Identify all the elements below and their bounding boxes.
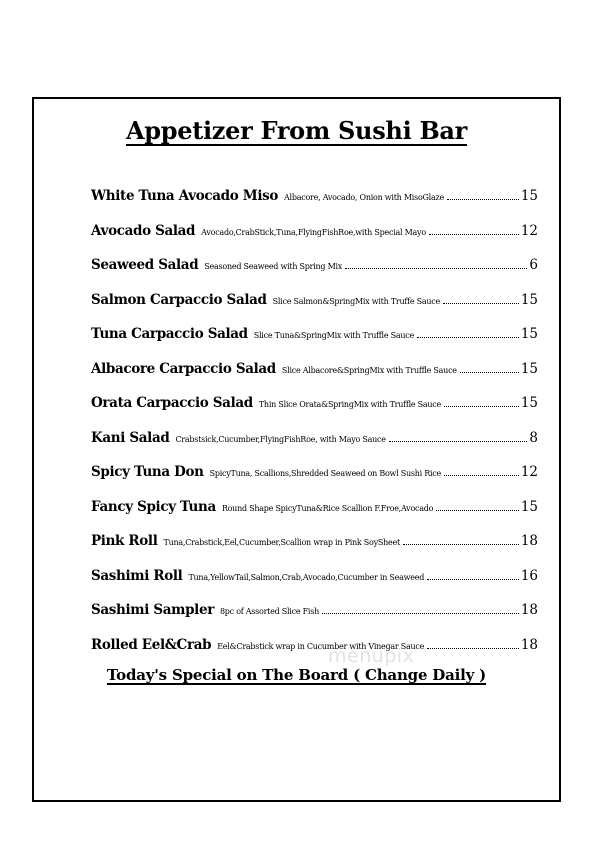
item-description: Seasoned Seaweed with Spring Mix <box>204 262 343 271</box>
menu-item <box>91 499 538 534</box>
item-description: Eel&Crabstick wrap in Cucumber with Vinegar Sauce <box>217 641 425 651</box>
item-name: Kani Salad <box>91 429 170 446</box>
menu-title <box>34 116 559 145</box>
item-description: Avocado,CrabStick,Tuna,FlyingFishRoe,with Special Mayo <box>201 227 426 237</box>
menu-frame <box>32 97 561 802</box>
menu-items-list <box>91 188 538 671</box>
menu-item <box>91 292 538 327</box>
dot-leader <box>436 509 519 511</box>
menu-item <box>91 361 538 396</box>
daily-special-note <box>34 666 559 684</box>
menu-item <box>91 568 538 603</box>
dot-leader <box>389 440 528 442</box>
item-description: Tuna,Crabstick,Eel,Cucumber,Scallion wrap in Pink SoySheet <box>163 538 400 547</box>
dot-leader <box>345 267 527 269</box>
dot-leader <box>447 198 519 200</box>
item-price: 12 <box>520 464 538 480</box>
item-name: Rolled Eel&Crab <box>91 636 212 653</box>
item-description: Crabstsick,Cucumber,FlyingFishRoe, with Mayo Sauce <box>175 434 386 444</box>
item-description: Thin Slice Orata&SpringMix with Truffle Sauce <box>258 400 442 409</box>
item-price: 15 <box>520 498 538 515</box>
item-name: Avocado Salad <box>91 222 196 239</box>
menu-item <box>91 223 538 258</box>
item-description: Slice Salmon&SpringMix with Truffe Sauce <box>272 296 440 306</box>
dot-leader <box>444 474 519 476</box>
item-price: 12 <box>520 222 538 239</box>
item-name: Sashimi Roll <box>91 567 183 584</box>
item-name: Fancy Spicy Tuna <box>91 498 216 515</box>
item-name: Seaweed Salad <box>91 257 199 273</box>
item-name: Sashimi Sampler <box>91 602 214 618</box>
item-name: White Tuna Avocado Miso <box>91 188 279 204</box>
menu-item <box>91 430 538 465</box>
item-description: 8pc of Assorted Slice Fish <box>219 607 319 616</box>
menu-title-text: Appetizer From Sushi Bar <box>125 116 468 145</box>
item-description: Slice Albacore&SpringMix with Truffle Sauce <box>281 365 457 375</box>
menu-item <box>91 602 538 637</box>
dot-leader <box>429 233 519 235</box>
item-name: Pink Roll <box>91 533 158 549</box>
item-price: 15 <box>520 326 538 342</box>
item-name: Orata Carpaccio Salad <box>91 395 253 411</box>
menu-item <box>91 533 538 568</box>
menu-item <box>91 464 538 499</box>
item-description: SpicyTuna, Scallions,Shredded Seaweed on Bowl Sushi Rice <box>209 469 442 478</box>
dot-leader <box>403 543 519 545</box>
item-name: Spicy Tuna Don <box>91 464 204 480</box>
dot-leader <box>460 371 519 373</box>
item-price: 15 <box>520 360 538 377</box>
item-description: Slice Tuna&SpringMix with Truffle Sauce <box>253 331 414 340</box>
item-price: 16 <box>520 567 538 584</box>
dot-leader <box>427 647 519 649</box>
dot-leader <box>443 302 519 304</box>
dot-leader <box>444 405 519 407</box>
daily-special-text: Today's Special on The Board ( Change Daily ) <box>106 666 487 684</box>
item-price: 15 <box>520 395 538 411</box>
item-name: Tuna Carpaccio Salad <box>91 326 248 342</box>
item-price: 18 <box>520 636 538 653</box>
item-name: Salmon Carpaccio Salad <box>91 291 267 308</box>
item-price: 15 <box>520 291 538 308</box>
watermark-logo: menupix <box>328 645 415 667</box>
item-price: 15 <box>520 188 538 204</box>
dot-leader <box>427 578 519 580</box>
menu-item <box>91 257 538 292</box>
item-price: 18 <box>520 602 538 618</box>
item-price: 6 <box>529 257 538 273</box>
item-description: Round Shape SpicyTuna&Rice Scallion F.Froe,Avocado <box>221 503 434 513</box>
item-price: 18 <box>520 533 538 549</box>
item-description: Albacore, Avocado, Onion with MisoGlaze <box>284 193 444 202</box>
dot-leader <box>417 336 519 338</box>
menu-item <box>91 326 538 361</box>
item-description: Tuna,YellowTail,Salmon,Crab,Avocado,Cucumber in Seaweed <box>188 572 425 582</box>
menu-item <box>91 188 538 223</box>
item-name: Albacore Carpaccio Salad <box>91 360 276 377</box>
item-price: 8 <box>529 429 538 446</box>
dot-leader <box>322 612 519 614</box>
menu-item <box>91 395 538 430</box>
